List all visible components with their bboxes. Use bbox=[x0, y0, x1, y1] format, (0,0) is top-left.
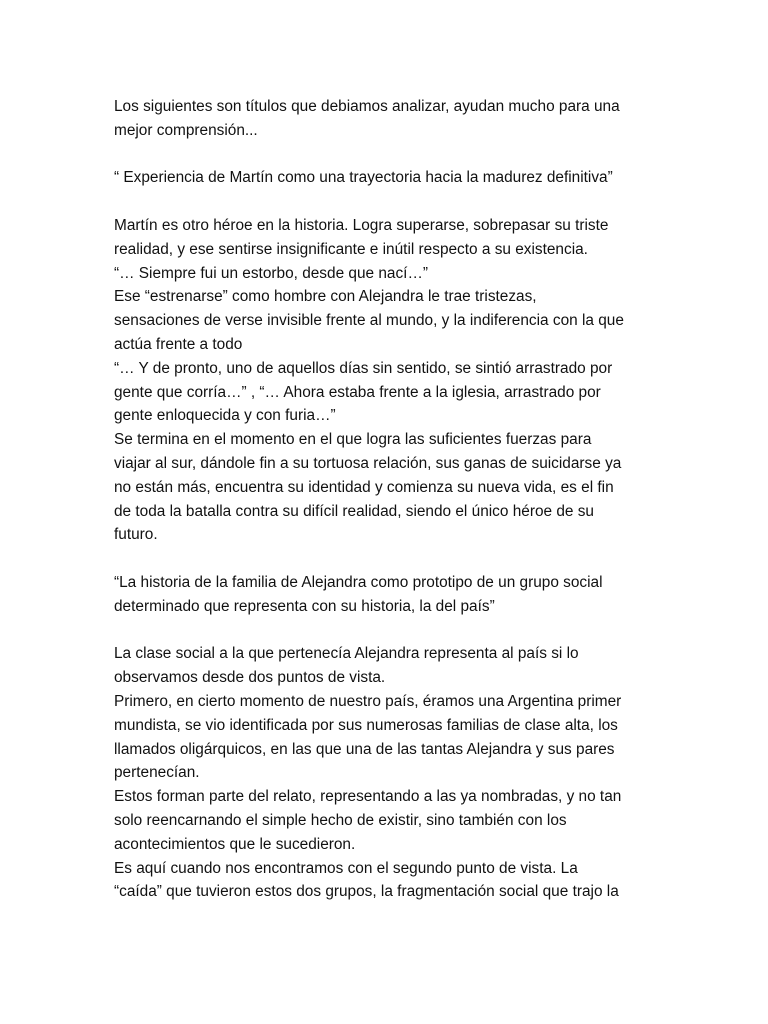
text-line: acontecimientos que le sucedieron. bbox=[114, 835, 356, 853]
text-line: Martín es otro héroe en la historia. Logra superarse, sobrepasar su triste bbox=[114, 216, 609, 234]
text-line: determinado que representa con su historia, la del país” bbox=[114, 597, 495, 615]
text-line: pertenecían. bbox=[114, 764, 200, 782]
text-line: mundista, se vio identificada por sus numerosas familias de clase alta, los bbox=[114, 716, 618, 734]
text-line: de toda la batalla contra su difícil realidad, siendo el único héroe de su bbox=[114, 502, 594, 520]
text-line: realidad, y ese sentirse insignificante e inútil respecto a su existencia. bbox=[114, 240, 588, 258]
text-line: “caída” que tuvieron estos dos grupos, la fragmentación social que trajo la bbox=[114, 883, 619, 901]
document-page bbox=[114, 95, 659, 904]
text-line: Estos forman parte del relato, representando a las ya nombradas, y no tan bbox=[114, 788, 622, 806]
text-line: La clase social a la que pertenecía Alejandra representa al país si lo bbox=[114, 645, 579, 663]
paragraph-gap bbox=[114, 190, 659, 214]
section-title-1: “ Experiencia de Martín como una trayectoria hacia la madurez definitiva” bbox=[114, 169, 613, 187]
text-line: viajar al sur, dándole fin a su tortuosa relación, sus ganas de suicidarse ya bbox=[114, 454, 622, 472]
text-line: Se termina en el momento en el que logra las suficientes fuerzas para bbox=[114, 431, 592, 449]
paragraph-gap bbox=[114, 143, 659, 167]
quote-line: “… Y de pronto, uno de aquellos días sin sentido, se sintió arrastrado por bbox=[114, 359, 613, 377]
text-line: “La historia de la familia de Alejandra como prototipo de un grupo social bbox=[114, 573, 603, 591]
quote-line: gente enloquecida y con furia…” bbox=[114, 407, 336, 425]
text-line: llamados oligárquicos, en las que una de las tantas Alejandra y sus pares bbox=[114, 740, 615, 758]
text-line: Ese “estrenarse” como hombre con Alejandra le trae tristezas, bbox=[114, 288, 537, 306]
quote-line: “… Siempre fui un estorbo, desde que nací…” bbox=[114, 264, 428, 282]
text-line: mejor comprensión... bbox=[114, 121, 258, 139]
section-2-body bbox=[114, 642, 659, 904]
paragraph-gap bbox=[114, 619, 659, 643]
paragraph-gap bbox=[114, 547, 659, 571]
section-title-2 bbox=[114, 571, 659, 619]
text-line: Primero, en cierto momento de nuestro país, éramos una Argentina primer bbox=[114, 692, 622, 710]
text-line: Es aquí cuando nos encontramos con el segundo punto de vista. La bbox=[114, 859, 578, 877]
text-line: observamos desde dos puntos de vista. bbox=[114, 669, 386, 687]
text-line: futuro. bbox=[114, 526, 158, 544]
text-line: solo reencarnando el simple hecho de existir, sino también con los bbox=[114, 811, 567, 829]
text-line: no están más, encuentra su identidad y comienza su nueva vida, es el fin bbox=[114, 478, 614, 496]
text-line: actúa frente a todo bbox=[114, 335, 243, 353]
intro-paragraph bbox=[114, 95, 659, 143]
quote-line: gente que corría…” , “… Ahora estaba frente a la iglesia, arrastrado por bbox=[114, 383, 601, 401]
text-line: Los siguientes son títulos que debiamos analizar, ayudan mucho para una bbox=[114, 98, 620, 115]
section-1-body bbox=[114, 214, 659, 547]
text-line: sensaciones de verse invisible frente al mundo, y la indiferencia con la que bbox=[114, 312, 624, 330]
